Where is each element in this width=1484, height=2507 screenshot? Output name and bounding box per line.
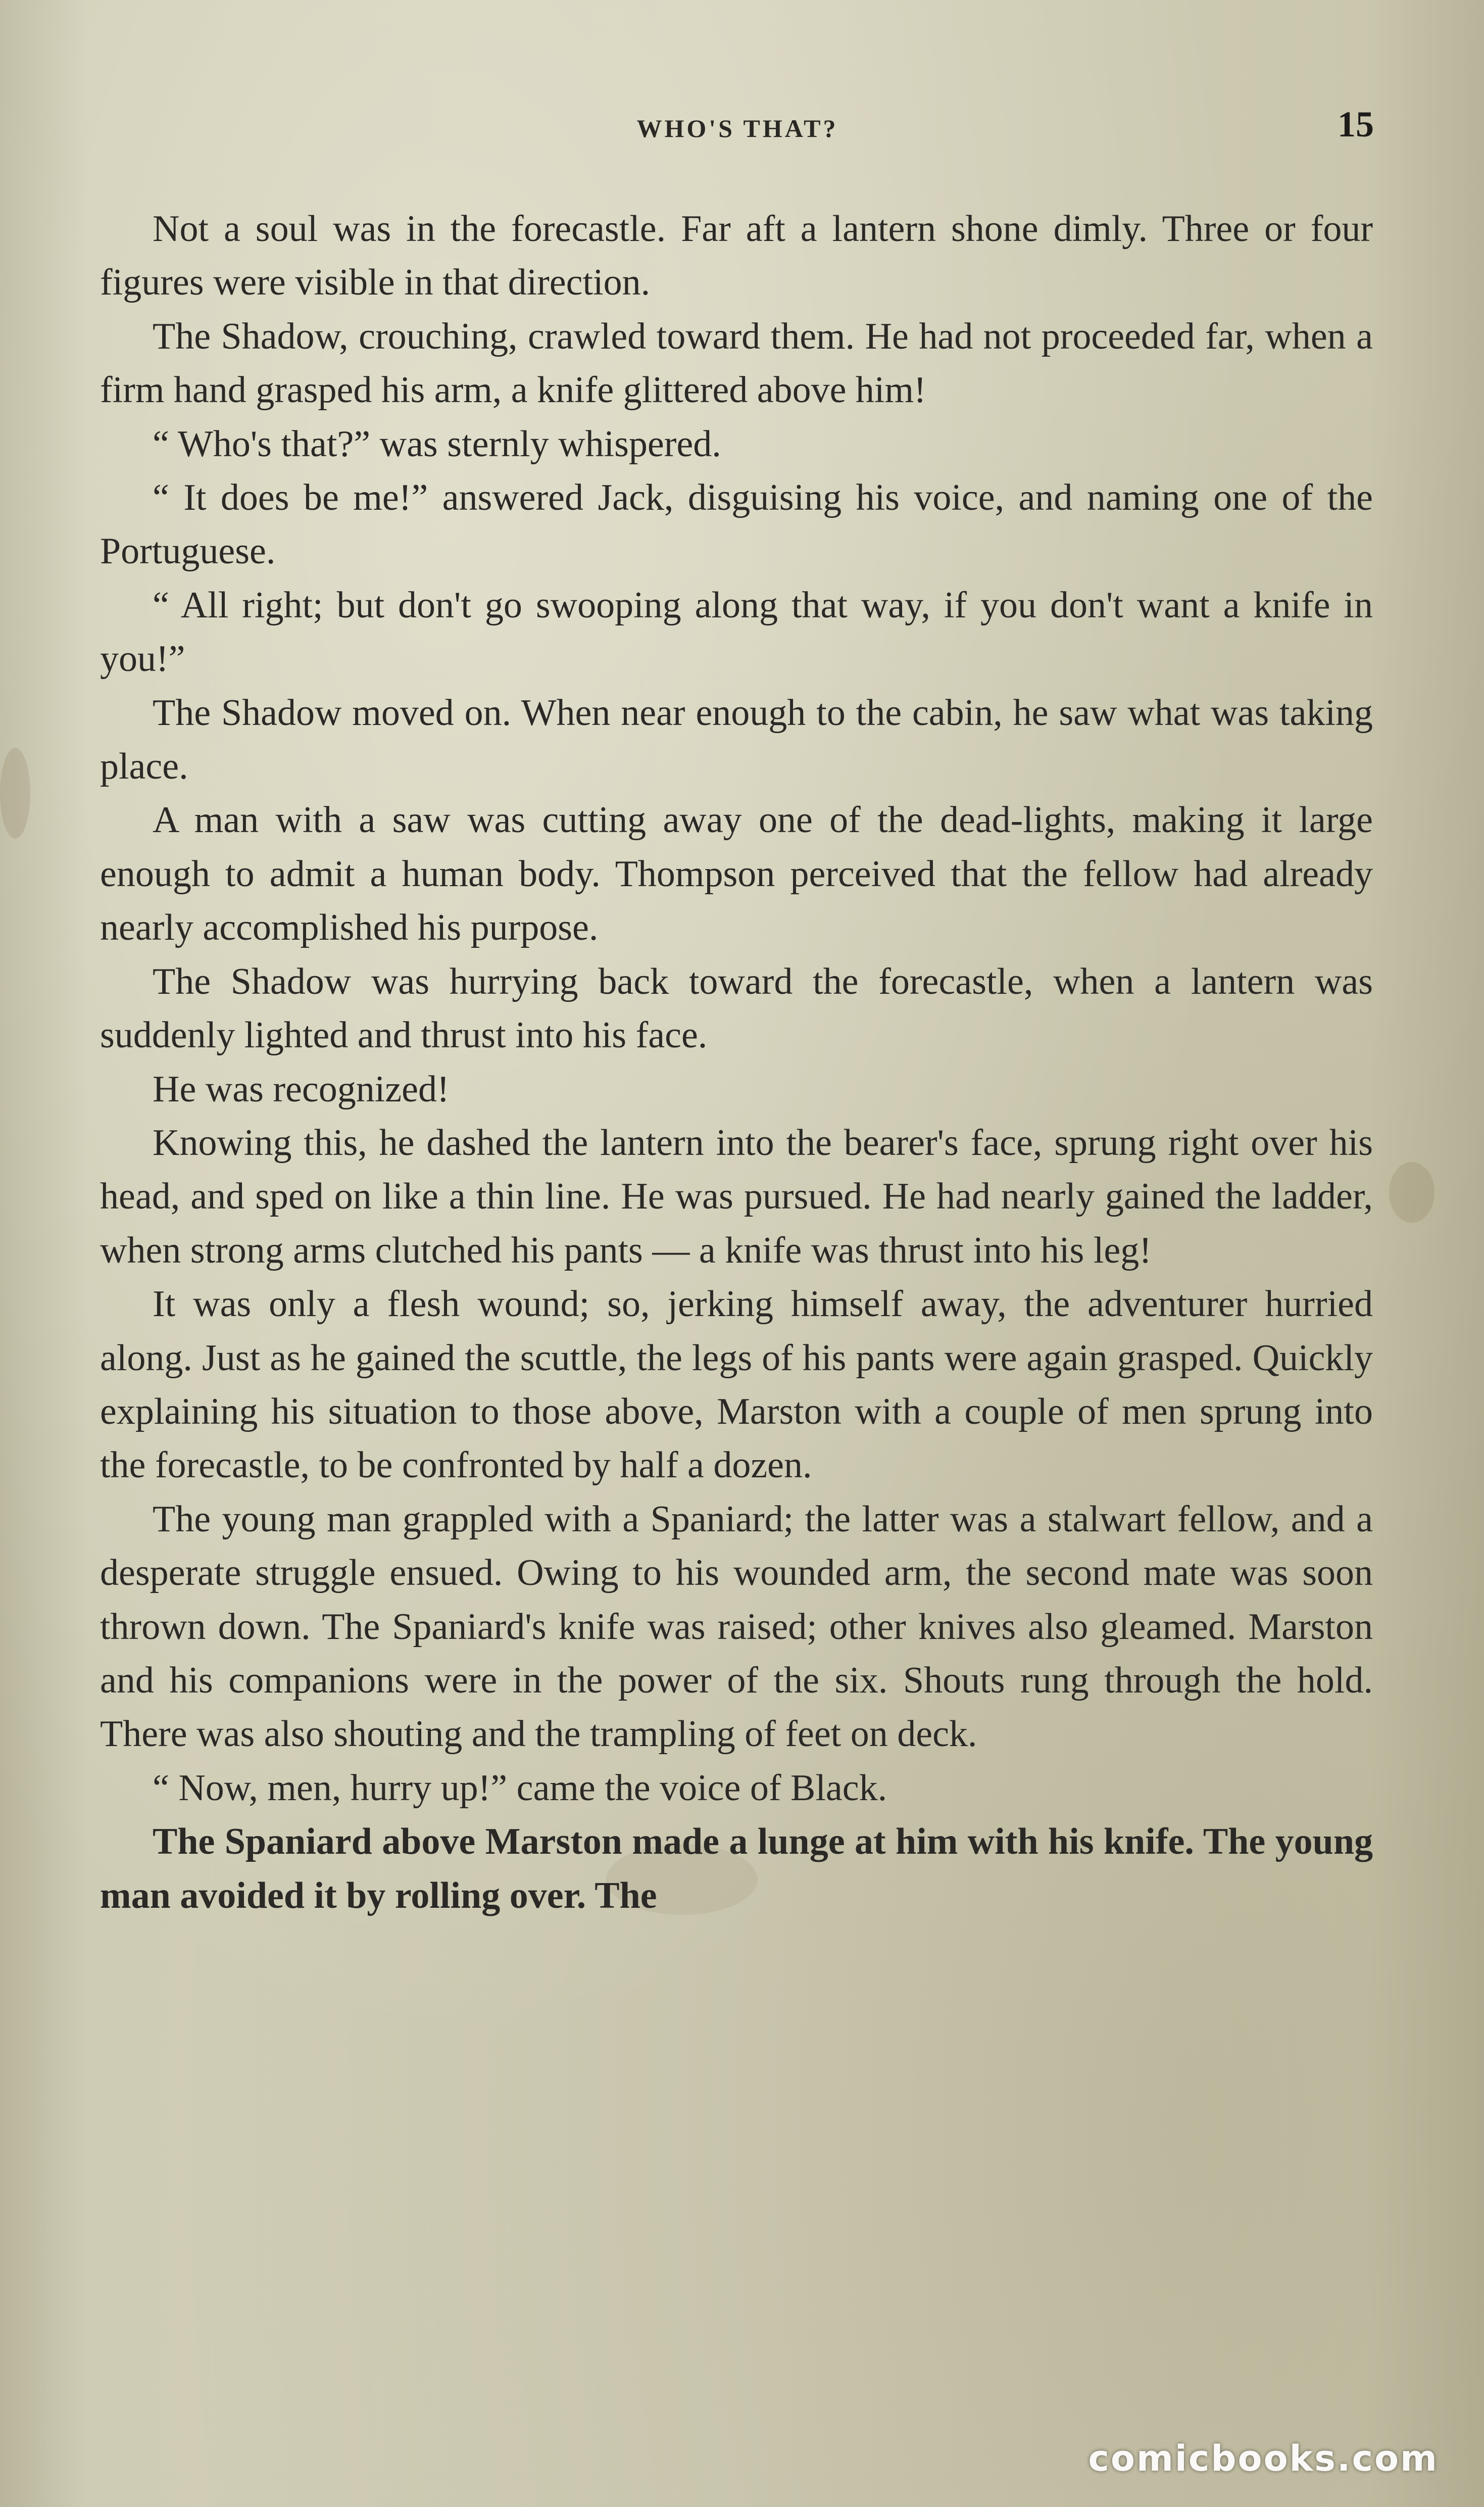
watermark: comicbooks.com [1088, 2438, 1439, 2479]
paragraph: A man with a saw was cutting away one of the dead-lights, making it large enough to admit a human body. Thompson perceived that the fellow had already nearly accomplished his purpose. [100, 799, 1373, 949]
paragraph: The Shadow moved on. When near enough to the cabin, he saw what was taking place. [100, 692, 1373, 788]
paragraph: “ All right; but don't go swooping along that way, if you don't want a knife in you!” [100, 584, 1373, 680]
paragraph: “ Who's that?” was sternly whispered. [153, 423, 721, 465]
paragraph: He was recognized! [153, 1068, 450, 1110]
paragraph: The Shadow was hurrying back toward the forecastle, when a lantern was suddenly lighted and thrust into his face. [100, 960, 1373, 1056]
paragraph: The Spaniard above Marston made a lunge at him with his knife. The young man avoided it by rolling over. The [100, 1821, 1373, 1916]
running-head [101, 104, 1374, 149]
paragraph: “ Now, men, hurry up!” came the voice of Black. [153, 1767, 887, 1809]
paragraph: Not a soul was in the forecastle. Far aft a lantern shone dimly. Three or four figures were visible in that direction. [100, 208, 1373, 304]
body-text [100, 202, 1373, 1922]
paper-stain [1389, 1162, 1434, 1223]
paragraph: “ It does be me!” answered Jack, disguising his voice, and naming one of the Portuguese. [100, 477, 1373, 572]
page-number: 15 [1338, 104, 1374, 144]
paper-stain [0, 748, 30, 839]
paragraph: The Shadow, crouching, crawled toward them. He had not proceeded far, when a firm hand grasped his arm, a knife glittered above him! [100, 315, 1373, 411]
running-head-title: WHO'S THAT? [636, 114, 838, 142]
paragraph: The young man grappled with a Spaniard; the latter was a stalwart fellow, and a desperate struggle ensued. Owing to his wounded arm, the second mate was soon thrown down. The Spaniard's knife was raised; other knives also gleamed. Marston and his companions were in the power of the six. Shouts rung through the hold. There was also shouting and the trampling of feet on deck. [100, 1498, 1373, 1755]
paragraph: It was only a flesh wound; so, jerking himself away, the adventurer hurried along. Just as he gained the scuttle, the legs of his pants were again grasped. Quickly explaining his situation to those above, Marston with a couple of men sprung into the forecastle, to be confronted by half a dozen. [100, 1283, 1373, 1486]
paragraph: Knowing this, he dashed the lantern into the bearer's face, sprung right over his head, and sped on like a thin line. He was pursued. He had nearly gained the ladder, when strong arms clutched his pants — a knife was thrust into his leg! [100, 1122, 1373, 1271]
